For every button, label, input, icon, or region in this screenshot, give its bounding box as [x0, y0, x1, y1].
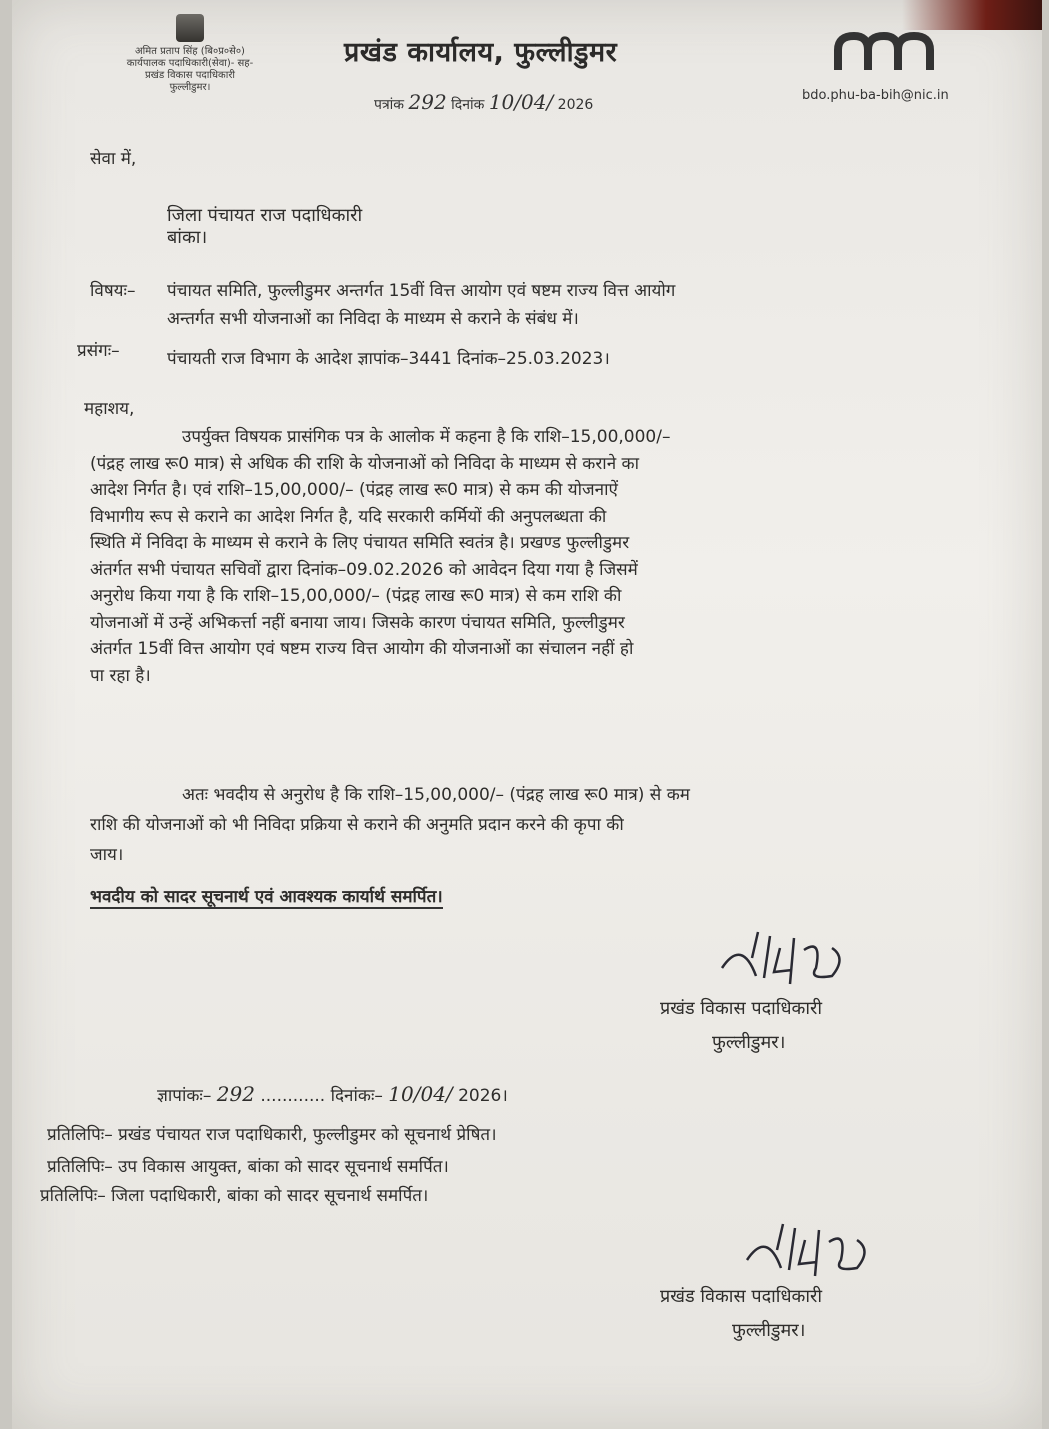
date-label: दिनांक	[451, 97, 485, 113]
signature-2-mark	[737, 1220, 897, 1280]
recipient-line: जिला पंचायत राज पदाधिकारी	[167, 205, 363, 226]
to-label: सेवा में,	[90, 149, 137, 169]
emblem-icon	[176, 14, 204, 42]
body-line: योजनाओं में उन्हें अभिकर्त्ता नहीं बनाया जाय। जिसके कारण पंचायत समिति, फुल्लीडुमर	[90, 612, 625, 633]
greeting: महाशय,	[84, 399, 135, 419]
memo-date-year: 2026।	[458, 1086, 508, 1106]
body-line: स्थिति में निविदा के माध्यम से कराने के लिए पंचायत समिति स्वतंत्र है। प्रखण्ड फुल्लीडुमर	[90, 533, 630, 553]
closing-line: भवदीय को सादर सूचनार्थ एवं आवश्यक कार्यार्थ समर्पित।	[90, 884, 443, 909]
memo-number: 292	[216, 1082, 255, 1106]
copy-line: प्रतिलिपिः– उप विकास आयुक्त, बांका को सादर सूचनार्थ समर्पित।	[47, 1157, 449, 1177]
memo-line: ज्ञापांकः– 292 ............ दिनांकः– 10/04/ 2026।	[157, 1082, 508, 1106]
body-paragraph-2	[90, 780, 930, 870]
date-year: 2026	[557, 97, 594, 113]
signature-2-place: फुल्लीडुमर।	[732, 1320, 806, 1341]
copy-line: प्रतिलिपिः– प्रखंड पंचायत राज पदाधिकारी, फुल्लीडुमर को सूचनार्थ प्रेषित।	[47, 1125, 497, 1145]
body-paragraph-1	[90, 424, 930, 689]
body-line: राशि की योजनाओं को भी निविदा प्रक्रिया से कराने की अनुमति प्रदान करने की कृपा की	[90, 815, 624, 835]
body-line: अतः भवदीय से अनुरोध है कि राशि–15,00,000/– (पंद्रह लाख रू0 मात्र) से कम	[182, 785, 690, 805]
copy-line: प्रतिलिपिः– जिला पदाधिकारी, बांका को सादर सूचनार्थ समर्पित।	[40, 1186, 429, 1206]
signature-2-designation: प्रखंड विकास पदाधिकारी	[660, 1286, 823, 1307]
background-edge	[902, 0, 1042, 30]
office-title: प्रखंड कार्यालय, फुल्लीडुमर	[344, 37, 618, 68]
memo-date-label: दिनांकः–	[330, 1086, 383, 1106]
signature-1-mark	[712, 928, 872, 988]
memo-date-handwritten: 10/04/	[388, 1082, 453, 1106]
body-line: उपर्युक्त विषयक प्रासंगिक पत्र के आलोक में कहना है कि राशि–15,00,000/–	[182, 427, 671, 447]
sender-block	[90, 14, 290, 94]
body-line: पा रहा है।	[90, 665, 151, 686]
subject-line: पंचायत समिति, फुल्लीडुमर अन्तर्गत 15वीं वित्त आयोग एवं षष्टम राज्य वित्त आयोग	[167, 281, 676, 301]
sender-line: अमित प्रताप सिंह (बि०प्र०से०)	[135, 46, 245, 57]
sender-line: फुल्लीडुमर।	[169, 82, 211, 93]
office-logo-icon	[834, 30, 944, 74]
body-line: अंतर्गत सभी पंचायत सचिवों द्वारा दिनांक–09.02.2026 को आवेदन दिया गया है जिसमें	[90, 559, 638, 580]
recipient-line: बांका।	[167, 227, 208, 248]
body-line: विभागीय रूप से कराने का आदेश निर्गत है, यदि सरकारी कर्मियों की अनुपलब्धता की	[90, 506, 607, 527]
body-line: जाय।	[90, 845, 124, 865]
sender-line: कार्यपालक पदाधिकारी(सेवा)- सह-	[126, 58, 254, 69]
email-address: bdo.phu-ba-bih@nic.in	[802, 88, 949, 103]
ref-label: पत्रांक	[374, 97, 405, 113]
ref-number: 292	[408, 90, 447, 114]
subject-line: अन्तर्गत सभी योजनाओं का निविदा के माध्यम से कराने के संबंध में।	[167, 309, 579, 329]
subject-label: विषयः–	[90, 281, 136, 301]
body-line: आदेश निर्गत है। एवं राशि–15,00,000/– (पंद्रह लाख रू0 मात्र) से कम की योजनाऐं	[90, 480, 618, 500]
body-line: (पंद्रह लाख रू0 मात्र) से अधिक की राशि के योजनाओं को निविदा के माध्यम से कराने का	[90, 453, 639, 474]
body-line: अनुरोध किया गया है कि राशि–15,00,000/– (पंद्रह लाख रू0 मात्र) से कम राशि की	[90, 586, 622, 606]
reference-text: पंचायती राज विभाग के आदेश ज्ञापांक–3441 दिनांक–25.03.2023।	[167, 349, 610, 369]
signature-1-designation: प्रखंड विकास पदाधिकारी	[660, 998, 823, 1019]
date-handwritten: 10/04/	[488, 90, 554, 114]
reference-line	[374, 90, 593, 114]
reference-label: प्रसंगः–	[77, 341, 120, 361]
memo-label: ज्ञापांकः–	[157, 1086, 212, 1106]
sender-line: प्रखंड विकास पदाधिकारी	[144, 70, 236, 81]
signature-1-place: फुल्लीडुमर।	[712, 1032, 786, 1053]
body-line: अंतर्गत 15वीं वित्त आयोग एवं षष्टम राज्य वित्त आयोग की योजनाओं का संचालन नहीं हो	[90, 639, 634, 659]
letter-page	[12, 0, 1042, 1429]
